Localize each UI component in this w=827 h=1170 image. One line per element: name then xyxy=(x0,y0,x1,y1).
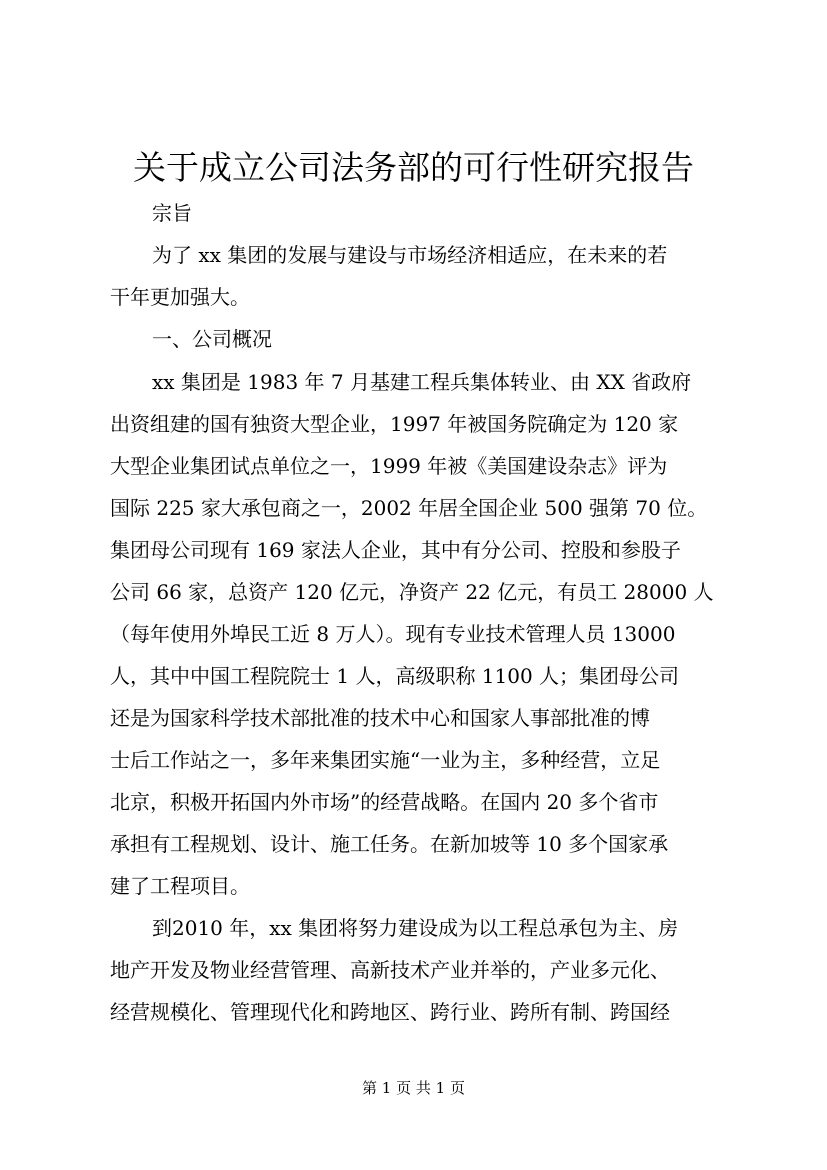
paragraph-line: 北京，积极开拓国内外市场”的经营战略。在国内 20 多个省市 xyxy=(110,790,659,814)
paragraph-line: 出资组建的国有独资大型企业，1997 年被国务院确定为 120 家 xyxy=(110,412,679,436)
paragraph-line: 士后工作站之一，多年来集团实施“一业为主，多种经营，立足 xyxy=(110,748,661,772)
paragraph-line: 干年更加强大。 xyxy=(110,285,250,309)
paragraph-line: 为了 xx 集团的发展与建设与市场经济相适应，在未来的若 xyxy=(152,243,668,267)
paragraph-line: 大型企业集团试点单位之一，1999 年被《美国建设杂志》评为 xyxy=(110,454,668,478)
paragraph-line: 公司 66 家，总资产 120 亿元，净资产 22 亿元，有员工 28000 人 xyxy=(110,580,714,604)
paragraph-line: 还是为国家科学技术部批准的技术中心和国家人事部批准的博 xyxy=(110,706,650,730)
paragraph-line: 一、公司概况 xyxy=(152,327,272,351)
paragraph-line: 集团母公司现有 169 家法人企业，其中有分公司、控股和参股子 xyxy=(110,538,681,562)
paragraph-line: （每年使用外埠民工近 8 万人）。现有专业技术管理人员 13000 xyxy=(110,622,676,646)
page-number-footer: 第 1 页 共 1 页 xyxy=(362,1079,465,1097)
paragraph-line: 国际 225 家大承包商之一，2002 年居全国企业 500 强第 70 位。 xyxy=(110,496,708,520)
paragraph-line: 建了工程项目。 xyxy=(110,874,250,898)
paragraph-line: 经营规模化、管理现代化和跨地区、跨行业、跨所有制、跨国经 xyxy=(110,1000,670,1024)
document-title: 关于成立公司法务部的可行性研究报告 xyxy=(133,148,694,187)
paragraph-line: 宗旨 xyxy=(152,201,192,225)
paragraph-line: xx 集团是 1983 年 7 月基建工程兵集体转业、由 XX 省政府 xyxy=(152,370,692,394)
paragraph-line: 地产开发及物业经营管理、高新技术产业并举的，产业多元化、 xyxy=(110,958,670,982)
paragraph-line: 人，其中中国工程院院士 1 人，高级职称 1100 人；集团母公司 xyxy=(110,664,680,688)
paragraph-line: 到2010 年，xx 集团将努力建设成为以工程总承包为主、房 xyxy=(152,916,679,940)
paragraph-line: 承担有工程规划、设计、施工任务。在新加坡等 10 多个国家承 xyxy=(110,832,669,856)
